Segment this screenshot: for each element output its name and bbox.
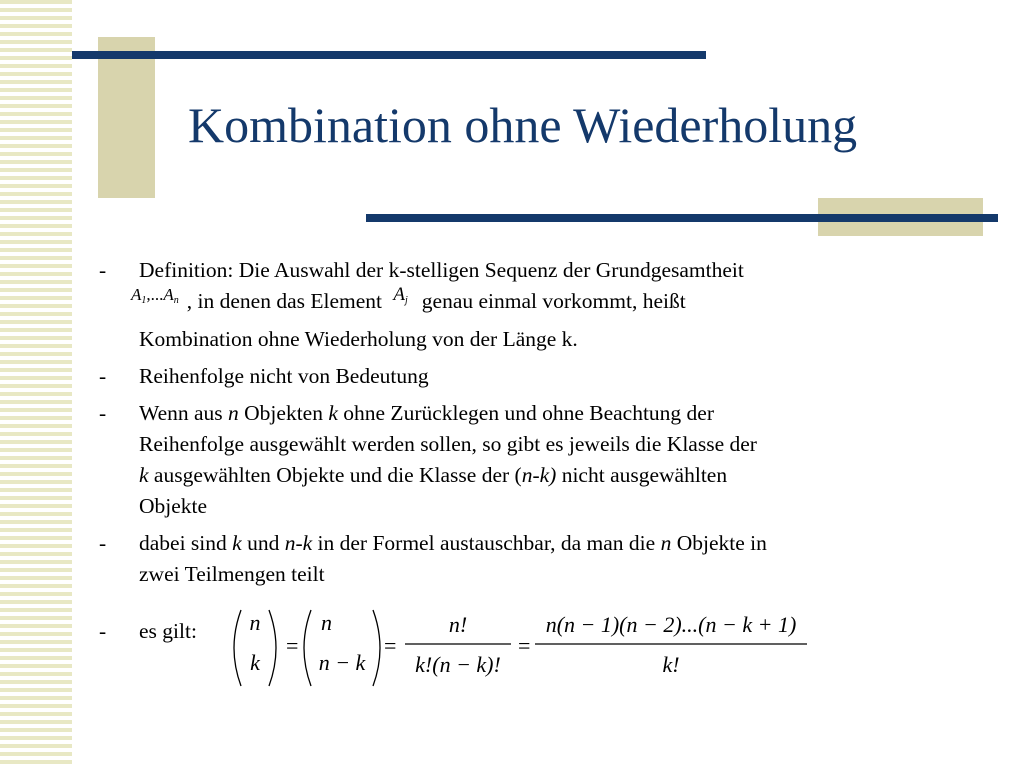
definition-line-2a: , in denen das Element (186, 289, 383, 313)
combination-formula (229, 608, 829, 688)
selection-text: ohne Zurücklegen und ohne Beachtung der (337, 401, 715, 425)
selection-text: Objekten (238, 401, 329, 425)
bullet-order (99, 361, 999, 392)
bullet-dash: - (99, 401, 107, 425)
formula-svg (229, 608, 829, 688)
decorative-block-top (98, 37, 155, 198)
bullet-dash: - (99, 364, 107, 388)
bullet-dash: - (99, 619, 107, 643)
equals-sign: = (286, 633, 299, 658)
decorative-bar-right (366, 214, 998, 222)
formula-intro: es gilt: (139, 619, 197, 643)
selection-var-k: k (328, 401, 338, 425)
selection-var-n: n (228, 401, 239, 425)
slide-content (99, 255, 999, 688)
slide-title: Kombination ohne Wiederholung (188, 97, 858, 153)
math-a1: A (131, 285, 142, 304)
selection-text: Wenn aus (139, 401, 229, 425)
fraction2-numerator: n(n − 1)(n − 2)...(n − k + 1) (545, 612, 797, 637)
exchangeable-var-k: k (232, 531, 242, 555)
order-text: Reihenfolge nicht von Bedeutung (139, 364, 429, 388)
fraction2-denominator: k! (662, 652, 680, 677)
binom1-right-paren (269, 610, 276, 686)
bullet-formula (99, 608, 999, 688)
binom1-bottom: k (250, 650, 260, 675)
exchangeable-text: und (241, 531, 285, 555)
bullet-selection (99, 398, 999, 522)
math-aj-a: A (393, 284, 405, 305)
selection-line-2: Reihenfolge ausgewählt werden sollen, so gibt es jeweils die Klasse der (139, 432, 757, 456)
selection-var-nk: n-k) (521, 463, 557, 487)
definition-line-2 (131, 284, 999, 324)
selection-text: nicht ausgewählten (556, 463, 728, 487)
definition-line-2b: genau einmal vorkommt, heißt (421, 289, 686, 313)
math-aj (393, 279, 407, 316)
equals-sign: = (518, 633, 531, 658)
selection-line-1 (139, 398, 999, 429)
decorative-bar-top (72, 51, 706, 59)
selection-var-k: k (139, 463, 149, 487)
selection-text: ausgewählten Objekte und die Klasse der ( (148, 463, 522, 487)
binom2-right-paren (373, 610, 380, 686)
math-a1-subscript: 1 (141, 295, 147, 306)
binom2-bottom: n − k (318, 650, 366, 675)
bullet-definition (99, 255, 999, 355)
binom1-left-paren (234, 610, 241, 686)
exchangeable-var-n: n (660, 531, 672, 555)
exchangeable-line-1 (139, 528, 999, 559)
definition-line-1: Definition: Die Auswahl der k-stelligen Sequenz der Grundgesamtheit (139, 258, 744, 282)
math-ellipsis: ,... (146, 285, 164, 304)
math-a1-an (131, 279, 179, 316)
fraction1-numerator: n! (448, 612, 468, 637)
bullet-dash: - (99, 531, 107, 555)
exchangeable-text: dabei sind (139, 531, 233, 555)
math-an-subscript: n (173, 295, 179, 306)
exchangeable-var-nk: n-k (284, 531, 313, 555)
selection-line-4: Objekte (139, 494, 208, 518)
equals-sign: = (384, 633, 397, 658)
bullet-dash: - (99, 258, 107, 282)
definition-line-3: Kombination ohne Wiederholung von der Länge k. (139, 327, 578, 351)
decorative-stripes (0, 0, 72, 768)
exchangeable-text: Objekte in (671, 531, 767, 555)
exchangeable-text: in der Formel austauschbar, da man die (312, 531, 661, 555)
selection-line-3 (139, 460, 999, 491)
binom2-left-paren (304, 610, 311, 686)
binom2-top: n (321, 610, 332, 635)
exchangeable-line-2: zwei Teilmengen teilt (139, 562, 325, 586)
math-aj-subscript: j (405, 295, 408, 306)
fraction1-denominator: k!(n − k)! (415, 652, 501, 677)
math-an: A (163, 285, 174, 304)
bullet-exchangeable (99, 528, 999, 590)
binom1-top: n (249, 610, 261, 635)
